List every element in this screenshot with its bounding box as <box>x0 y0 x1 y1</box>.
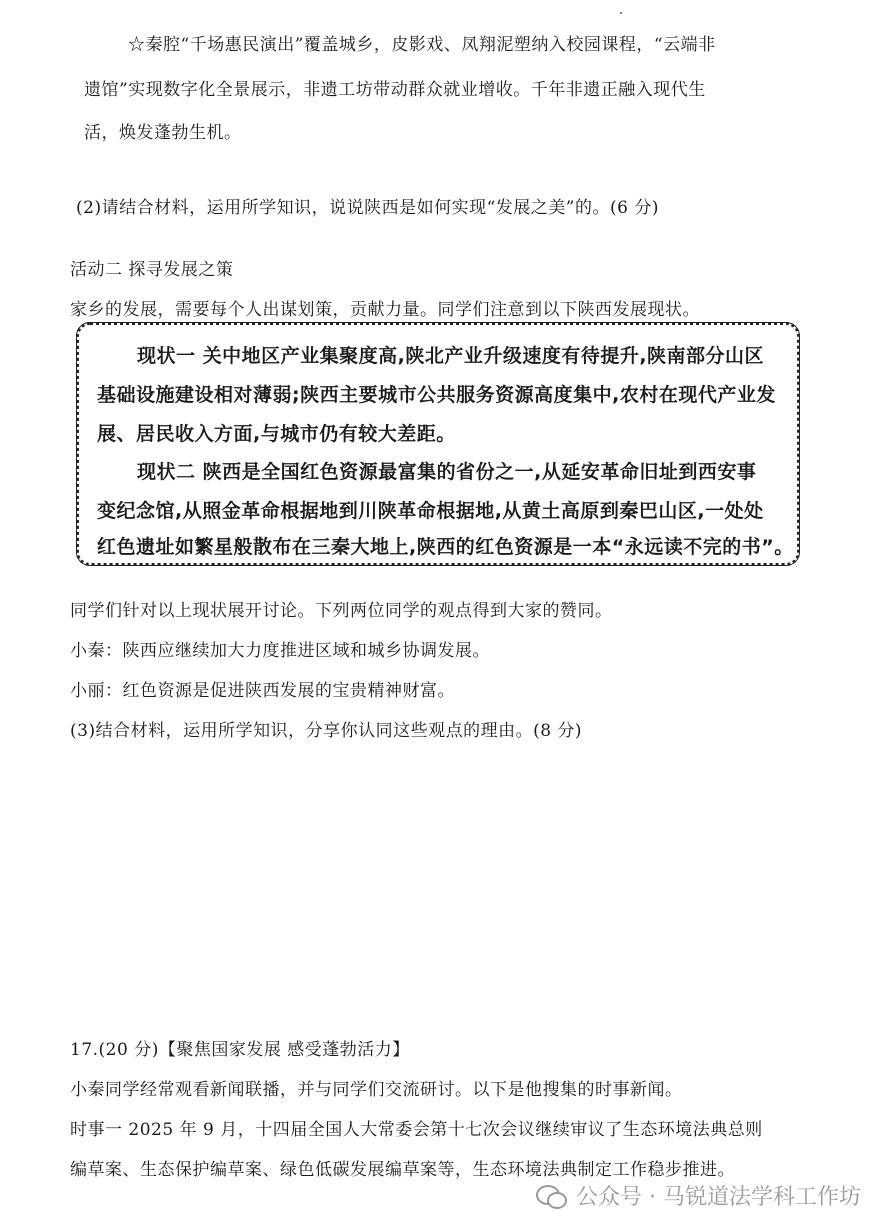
news-1-line-2: 编草案、生态保护编草案、绿色低碳发展编草案等，生态环境法典制定工作稳步推进。 <box>70 1160 735 1180</box>
wechat-icon <box>536 1183 566 1209</box>
xiaoqin-view: 小秦：陕西应继续加大力度推进区域和城乡协调发展。 <box>70 641 490 661</box>
activity-2-intro: 家乡的发展，需要每个人出谋划策，贡献力量。同学们注意到以下陕西发展现状。 <box>70 300 700 320</box>
question-17-intro: 小秦同学经常观看新闻联播，并与同学们交流研讨。以下是他搜集的时事新闻。 <box>70 1080 683 1100</box>
xiaoli-view: 小丽：红色资源是促进陕西发展的宝贵精神财富。 <box>70 681 455 701</box>
status-2-line-1: 现状二 陕西是全国红色资源最富集的省份之一,从延安革命旧址到西安事 <box>137 461 757 483</box>
question-3: (3)结合材料，运用所学知识，分享你认同这些观点的理由。(8 分) <box>70 721 583 741</box>
activity-2-title: 活动二 探寻发展之策 <box>70 260 234 280</box>
watermark-text: 公众号 · 马锐道法学科工作坊 <box>576 1185 861 1210</box>
intro-line-2: 遗馆”实现数字化全景展示，非遗工坊带动群众就业增收。千年非遗正融入现代生 <box>84 80 706 100</box>
discussion-intro: 同学们针对以上现状展开讨论。下列两位同学的观点得到大家的赞同。 <box>70 601 613 621</box>
status-2-line-3: 红色遗址如繁星般散布在三秦大地上,陕西的红色资源是一本“永远读不完的书”。 <box>97 536 794 558</box>
status-1-line-1: 现状一 关中地区产业集聚度高,陕北产业升级速度有待提升,陕南部分山区 <box>137 345 765 367</box>
question-2: (2)请结合材料，运用所学知识，说说陕西是如何实现“发展之美”的。(6 分) <box>76 198 659 218</box>
watermark <box>536 1180 861 1211</box>
status-2-line-2: 变纪念馆,从照金革命根据地到川陕革命根据地,从黄土高原到秦巴山区,一处处 <box>97 500 764 522</box>
speck <box>620 12 622 14</box>
news-1-line-1: 时事一 2025 年 9 月，十四届全国人大常委会第十七次会议继续审议了生态环境法典总则 <box>70 1120 763 1140</box>
intro-line-3: 活，焕发蓬勃生机。 <box>84 123 242 143</box>
status-1-line-2: 基础设施建设相对薄弱;陕西主要城市公共服务资源高度集中,农村在现代产业发 <box>97 384 776 406</box>
intro-line-1: ☆秦腔“千场惠民演出”覆盖城乡，皮影戏、凤翔泥塑纳入校园课程，“云端非 <box>128 35 716 55</box>
status-box <box>76 322 800 566</box>
question-17-title: 17.(20 分)【聚焦国家发展 感受蓬勃活力】 <box>70 1040 410 1060</box>
status-1-line-3: 展、居民收入方面,与城市仍有较大差距。 <box>97 423 456 445</box>
